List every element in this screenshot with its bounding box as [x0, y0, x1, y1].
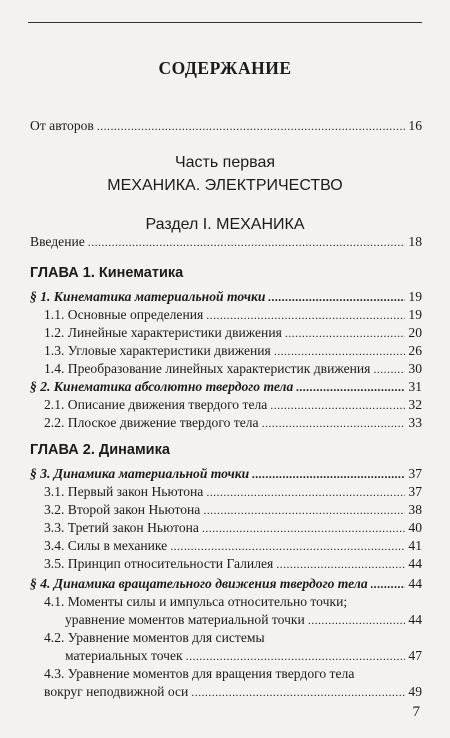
dot-leader [206, 484, 405, 500]
dot-leader [308, 612, 406, 628]
toc-label: материальных точек [65, 648, 183, 663]
toc-label: 3.3. Третий закон Ньютона [44, 520, 199, 535]
toc-entry-paragraph-3[interactable] [30, 466, 422, 484]
dot-leader [202, 520, 405, 536]
toc-page: 38 [408, 502, 422, 517]
dot-leader [170, 538, 405, 554]
toc-entry[interactable] [44, 556, 422, 574]
dot-leader [186, 648, 406, 664]
toc-entry-intro[interactable] [30, 234, 422, 252]
toc-page: 44 [408, 556, 422, 571]
toc-entry-4-2-line2[interactable] [65, 648, 422, 666]
section-heading: Раздел I. МЕХАНИКА [145, 216, 305, 233]
toc-page: 30 [408, 361, 422, 376]
dot-leader [203, 502, 405, 518]
toc-entry-paragraph-2[interactable] [30, 379, 422, 397]
toc-entry[interactable] [44, 343, 422, 361]
toc-label: 2.1. Описание движения твердого тела [44, 397, 268, 412]
toc-entry-paragraph-1[interactable] [30, 289, 422, 307]
toc-entry-4-3-line1[interactable]: 4.3. Уравнение моментов для вращения твердого тела [44, 666, 355, 681]
dot-leader [262, 415, 406, 431]
toc-page: 37 [408, 484, 422, 499]
toc-page: 44 [408, 612, 422, 627]
toc-page: 49 [408, 684, 422, 699]
part-heading: Часть первая [174, 154, 275, 171]
toc-label: § 1. Кинематика материальной точки [30, 289, 266, 304]
toc-entry[interactable] [44, 415, 422, 433]
toc-page: 19 [408, 307, 422, 322]
contents-title: СОДЕРЖАНИЕ [158, 58, 292, 78]
toc-label: 1.3. Угловые характеристики движения [44, 343, 271, 358]
dot-leader [276, 556, 405, 572]
dot-leader [97, 118, 406, 134]
toc-page: 40 [408, 520, 422, 535]
dot-leader [371, 576, 406, 592]
toc-entry[interactable] [44, 397, 422, 415]
toc-page: 44 [408, 576, 422, 591]
dot-leader [285, 325, 406, 341]
toc-page: 18 [408, 234, 422, 249]
dot-leader [88, 234, 406, 250]
toc-entry-4-1-line2[interactable] [65, 612, 422, 630]
toc-entry[interactable] [44, 484, 422, 502]
toc-label: 3.5. Принцип относительности Галилея [44, 556, 274, 571]
toc-page: 26 [408, 343, 422, 358]
dot-leader [274, 343, 406, 359]
toc-entry-4-3-line2[interactable] [44, 684, 422, 702]
dot-leader [373, 361, 405, 377]
toc-page: 41 [408, 538, 422, 553]
toc-entry-paragraph-4[interactable] [30, 576, 422, 594]
toc-page: 33 [408, 415, 422, 430]
toc-entry-4-2-line1[interactable]: 4.2. Уравнение моментов для системы [44, 630, 265, 645]
toc-entry[interactable] [44, 325, 422, 343]
toc-label: От авторов [30, 118, 94, 133]
toc-entry[interactable] [44, 502, 422, 520]
page-number: 7 [412, 704, 420, 720]
toc-entry-authors[interactable] [30, 118, 422, 136]
toc-label: уравнение моментов материальной точки [65, 612, 305, 627]
dot-leader [206, 307, 405, 323]
chapter-1-heading: ГЛАВА 1. Кинематика [30, 265, 184, 281]
toc-label: 3.4. Силы в механике [44, 538, 168, 553]
toc-label: 2.2. Плоское движение твердого тела [44, 415, 259, 430]
toc-entry[interactable] [44, 307, 422, 325]
toc-label: Введение [30, 234, 85, 249]
toc-label: 1.4. Преобразование линейных характеристик движения [44, 361, 371, 376]
toc-label: § 4. Динамика вращательного движения твердого тела [30, 576, 368, 591]
dot-leader [268, 289, 405, 305]
top-rule [28, 22, 422, 23]
toc-label: 3.2. Второй закон Ньютона [44, 502, 201, 517]
toc-label: 3.1. Первый закон Ньютона [44, 484, 204, 499]
toc-page: 20 [408, 325, 422, 340]
toc-page: 19 [408, 289, 422, 304]
dot-leader [296, 379, 405, 395]
toc-page: 32 [408, 397, 422, 412]
toc-label: вокруг неподвижной оси [44, 684, 189, 699]
toc-page: 37 [408, 466, 422, 481]
toc-label: 1.1. Основные определения [44, 307, 204, 322]
chapter-2-heading: ГЛАВА 2. Динамика [30, 442, 170, 458]
toc-entry[interactable] [44, 361, 422, 379]
dot-leader [191, 684, 405, 700]
toc-label: 1.2. Линейные характеристики движения [44, 325, 282, 340]
toc-entry[interactable] [44, 538, 422, 556]
dot-leader [270, 397, 405, 413]
toc-page: 47 [408, 648, 422, 663]
toc-label: § 3. Динамика материальной точки [30, 466, 250, 481]
toc-entry[interactable] [44, 520, 422, 538]
dot-leader [252, 466, 405, 482]
toc-entry-4-1-line1[interactable]: 4.1. Моменты силы и импульса относительно точки; [44, 594, 348, 609]
toc-page: 31 [408, 379, 422, 394]
toc-label: § 2. Кинематика абсолютно твердого тела [30, 379, 294, 394]
toc-page: 16 [408, 118, 422, 133]
part-subheading: МЕХАНИКА. ЭЛЕКТРИЧЕСТВО [107, 177, 343, 194]
